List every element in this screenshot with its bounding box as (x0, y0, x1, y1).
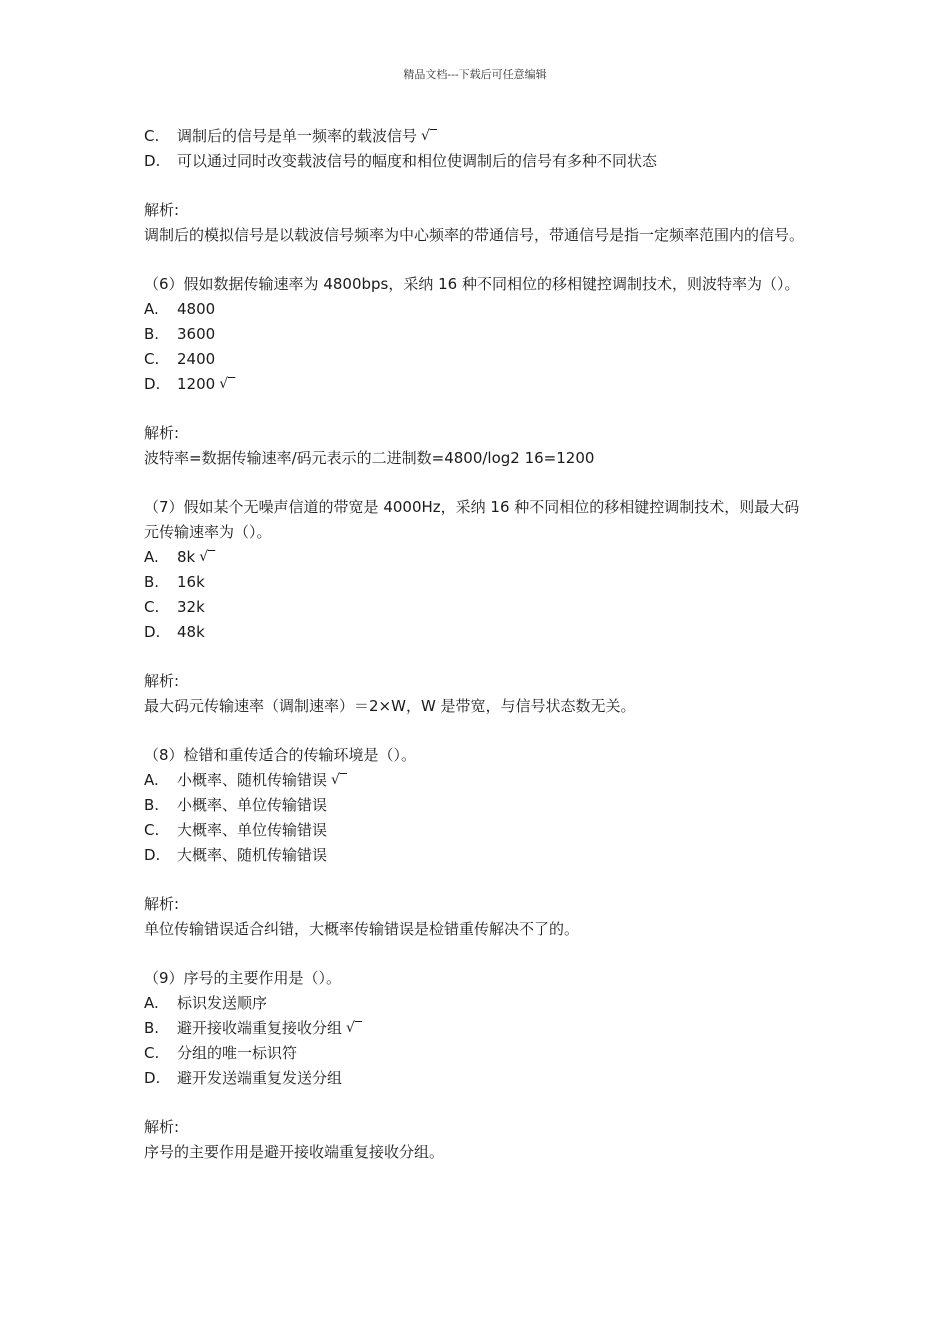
option-text: 1200 (177, 375, 216, 393)
option-text: 48k (177, 623, 205, 641)
option-text: 2400 (177, 350, 216, 368)
option-a: A. 标识发送顺序 (144, 991, 814, 1016)
analysis-text: 序号的主要作用是避开接收端重复接收分组。 (144, 1143, 445, 1161)
option-text: 3600 (177, 325, 216, 343)
option-d: D. 大概率、随机传输错误 (144, 843, 814, 868)
document-body (144, 124, 814, 1165)
option-text: 避开接收端重复接收分组 (177, 1019, 343, 1037)
option-a: A. 4800 (144, 297, 814, 322)
option-text: 32k (177, 598, 205, 616)
option-text: 4800 (177, 300, 216, 318)
option-b: B. 避开接收端重复接收分组 √‾ (144, 1016, 814, 1041)
option-a: A. 8k √‾ (144, 545, 814, 570)
check-mark-icon: √‾ (331, 772, 347, 788)
option-d: D. 避开发送端重复发送分组 (144, 1066, 814, 1091)
option-c: C. 32k (144, 595, 814, 620)
analysis-text: 波特率=数据传输速率/码元表示的二进制数=4800/log2 16=1200 (144, 449, 595, 467)
option-text: 大概率、随机传输错误 (177, 846, 328, 864)
option-b: B. 小概率、单位传输错误 (144, 793, 814, 818)
option-c: C. 大概率、单位传输错误 (144, 818, 814, 843)
option-text: 大概率、单位传输错误 (177, 821, 328, 839)
option-b: B. 3600 (144, 322, 814, 347)
option-text: 小概率、随机传输错误 (177, 771, 328, 789)
check-mark-icon: √‾ (346, 1020, 362, 1036)
option-text: 避开发送端重复发送分组 (177, 1069, 343, 1087)
analysis-label: 解析: (144, 1118, 180, 1136)
page-header: 精品文档---下载后可任意编辑 (403, 68, 547, 81)
analysis-label: 解析: (144, 895, 180, 913)
check-mark-icon: √‾ (219, 376, 236, 392)
option-text: 小概率、单位传输错误 (177, 796, 328, 814)
question-8: （8）检错和重传适合的传输环境是（）。 (144, 746, 417, 764)
option-c: C. 2400 (144, 347, 814, 372)
option-text: 16k (177, 573, 205, 591)
option-text: 分组的唯一标识符 (177, 1044, 298, 1062)
check-mark-icon: √‾ (199, 549, 216, 565)
option-d: D. 可以通过同时改变载波信号的幅度和相位使调制后的信号有多种不同状态 (144, 149, 814, 174)
option-b: B. 16k (144, 570, 814, 595)
option-a: A. 小概率、随机传输错误 √‾ (144, 768, 814, 793)
analysis-text: 最大码元传输速率（调制速率）＝2×W，W 是带宽，与信号状态数无关。 (144, 697, 636, 715)
option-text: 标识发送顺序 (177, 994, 268, 1012)
analysis-label: 解析: (144, 672, 180, 690)
option-d: D. 48k (144, 620, 814, 645)
analysis-text: 单位传输错误适合纠错，大概率传输错误是检错重传解决不了的。 (144, 920, 580, 938)
option-text: 可以通过同时改变载波信号的幅度和相位使调制后的信号有多种不同状态 (177, 152, 658, 170)
option-c: C. 分组的唯一标识符 (144, 1041, 814, 1066)
check-mark-icon: √‾ (421, 128, 437, 144)
option-text: 调制后的信号是单一频率的载波信号 (177, 127, 418, 145)
option-c: C. 调制后的信号是单一频率的载波信号 √‾ (144, 124, 814, 149)
analysis-label: 解析: (144, 424, 180, 442)
option-text: 8k (177, 548, 196, 566)
analysis-label: 解析: (144, 201, 180, 219)
option-d: D. 1200 √‾ (144, 372, 814, 397)
question-6: （6）假如数据传输速率为 4800bps，采纳 16 种不同相位的移相键控调制技术，则波特率为（）。 (144, 275, 800, 293)
question-9: （9）序号的主要作用是（）。 (144, 969, 342, 987)
analysis-text: 调制后的模拟信号是以载波信号频率为中心频率的带通信号，带通信号是指一定频率范围内的信号。 (144, 226, 805, 244)
question-7: （7）假如某个无噪声信道的带宽是 4000Hz，采纳 16 种不同相位的移相键控调制技术，则最大码元传输速率为（）。 (144, 498, 800, 541)
